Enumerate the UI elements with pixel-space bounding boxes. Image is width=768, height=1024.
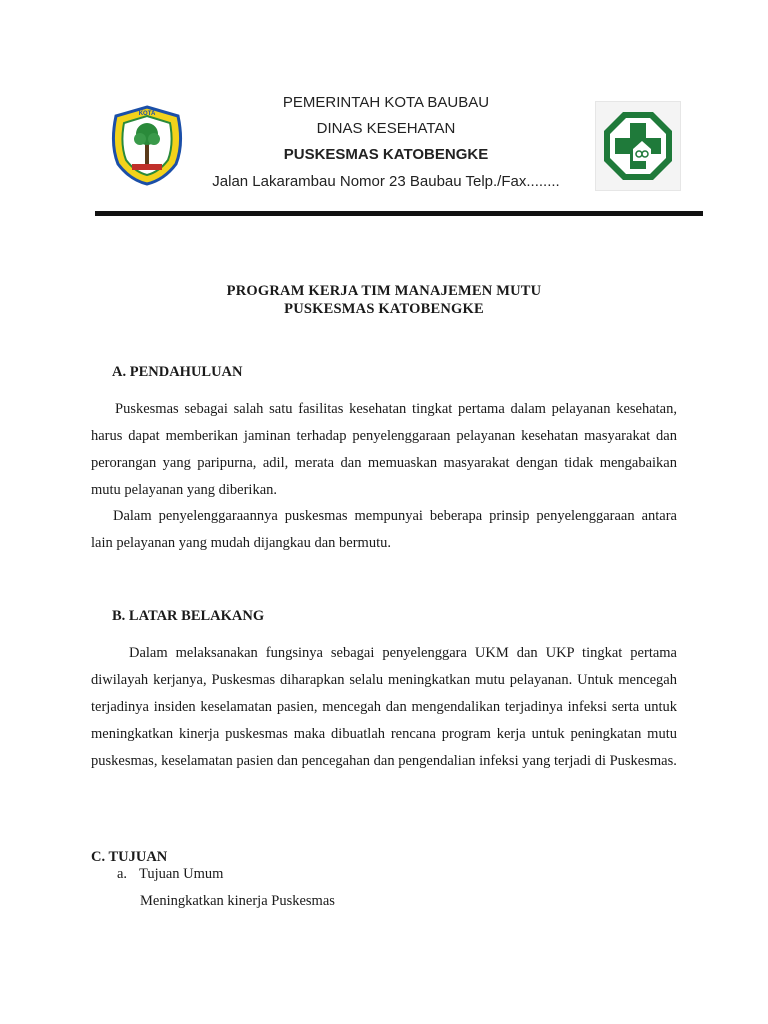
pendahuluan-paragraph-1: Puskesmas sebagai salah satu fasilitas kesehatan tingkat pertama dalam pelayanan kesehatan, harus dapat memberikan jaminan terhadap penyelenggaraan pelayanan kesehatan masyarakat dan perorangan yang paripurna, adil, merata dan memuaskan masyarakat dengan tidak mengabaikan mutu pelayanan yang diberikan. xyxy=(91,401,677,498)
tujuan-umum-label: Tujuan Umum xyxy=(139,866,224,882)
letterhead-institution: PUSKESMAS KATOBENGKE xyxy=(283,146,489,163)
puskesmas-logo xyxy=(595,101,681,191)
letterhead-government: PEMERINTAH KOTA BAUBAU xyxy=(282,94,490,111)
city-emblem-logo xyxy=(108,104,186,186)
document-title: PROGRAM KERJA TIM MANAJEMEN MUTU xyxy=(226,283,542,299)
letterhead-address: Jalan Lakarambau Nomor 23 Baubau Telp./Fax........ xyxy=(212,173,560,190)
letterhead-divider xyxy=(95,211,703,216)
document-subtitle: PUSKESMAS KATOBENGKE xyxy=(284,301,484,317)
pendahuluan-paragraph-2: Dalam penyelenggaraannya puskesmas mempunyai beberapa prinsip penyelenggaraan antara lain pelayanan yang mudah dijangkau dan bermutu. xyxy=(91,508,677,551)
section-heading-tujuan: C. TUJUAN xyxy=(91,849,168,865)
tujuan-item-a xyxy=(117,866,223,883)
list-marker: a. xyxy=(117,866,128,882)
svg-text:KOTA: KOTA xyxy=(138,111,156,117)
section-heading-pendahuluan: A. PENDAHULUAN xyxy=(112,364,243,380)
section-heading-latar-belakang: B. LATAR BELAKANG xyxy=(112,608,265,624)
letterhead-department: DINAS KESEHATAN xyxy=(316,120,456,137)
latar-belakang-paragraph: Dalam melaksanakan fungsinya sebagai penyelenggara UKM dan UKP tingkat pertama diwilayah kerjanya, Puskesmas diharapkan selalu meningkatkan mutu pelayanan. Untuk mencegah terjadinya insiden keselamatan pasien, mencegah dan mengendalikan terjadinya infeksi serta untuk meningkatkan kinerja puskesmas maka dibuatlah rencana program kerja untuk peningkatan mutu puskesmas, keselamatan pasien dan pencegahan dan pengendalian infeksi yang terjadi di Puskesmas. xyxy=(91,645,677,769)
tujuan-umum-text: Meningkatkan kinerja Puskesmas xyxy=(140,893,335,909)
